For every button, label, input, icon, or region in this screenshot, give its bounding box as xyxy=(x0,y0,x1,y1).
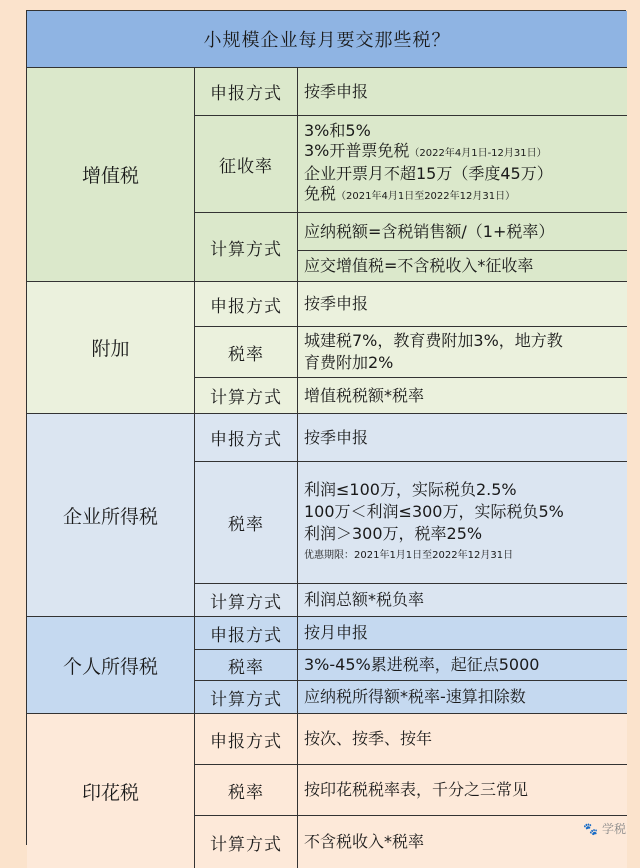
vat-report-label: 申报方式 xyxy=(195,68,298,116)
tax-table xyxy=(26,10,626,845)
vat-rate-line: 企业开票月不超15万（季度45万） xyxy=(304,164,553,184)
vat-rate-line: 3%开普票免税（2022年4月1日-12月31日） xyxy=(304,141,547,164)
surcharge-rate-line: 城建税7%，教育费附加3%，地方教 xyxy=(304,330,563,352)
surcharge-calc-value: 增值税税额*税率 xyxy=(298,378,627,414)
vat-calc-line2: 应交增值税=不含税收入*征收率 xyxy=(298,251,627,282)
category-stamp: 印花税 xyxy=(27,714,195,868)
cit-calc-label: 计算方式 xyxy=(195,584,298,617)
cit-rate-label: 税率 xyxy=(195,462,298,584)
vat-rate-label: 征收率 xyxy=(195,116,298,213)
vat-rate-value xyxy=(298,116,627,213)
watermark xyxy=(583,820,626,837)
cit-rate-note: 优惠期限：2021年1月1日至2022年12月31日 xyxy=(304,545,513,567)
surcharge-rate-label: 税率 xyxy=(195,327,298,378)
stamp-rate-value: 按印花税税率表，千分之三常见 xyxy=(298,765,627,816)
stamp-rate-label: 税率 xyxy=(195,765,298,816)
vat-calc-label: 计算方式 xyxy=(195,213,298,282)
stamp-report-label: 申报方式 xyxy=(195,714,298,765)
vat-rate-line: 免税（2021年4月1日至2022年12月31日） xyxy=(304,184,515,207)
cit-rate-line: 100万＜利润≤300万，实际税负5% xyxy=(304,501,564,523)
stamp-report-value: 按次、按季、按年 xyxy=(298,714,627,765)
cit-calc-value: 利润总额*税负率 xyxy=(298,584,627,617)
stamp-calc-value: 不含税收入*税率 xyxy=(298,816,627,868)
iit-report-value: 按月申报 xyxy=(298,617,627,650)
category-surcharge: 附加 xyxy=(27,282,195,414)
vat-calc-line1: 应纳税额=含税销售额/（1+税率） xyxy=(298,213,627,251)
cit-report-value: 按季申报 xyxy=(298,414,627,462)
watermark-text: 学税 xyxy=(602,822,626,836)
paw-icon: 🐾 xyxy=(583,822,598,836)
surcharge-report-label: 申报方式 xyxy=(195,282,298,327)
surcharge-rate-line: 育费附加2% xyxy=(304,352,393,374)
table-title: 小规模企业每月要交那些税？ xyxy=(27,11,627,68)
cit-rate-line: 利润≤100万，实际税负2.5% xyxy=(304,479,517,501)
iit-report-label: 申报方式 xyxy=(195,617,298,650)
surcharge-report-value: 按季申报 xyxy=(298,282,627,327)
surcharge-rate-value xyxy=(298,327,627,378)
iit-calc-value: 应纳税所得额*税率-速算扣除数 xyxy=(298,681,627,714)
iit-calc-label: 计算方式 xyxy=(195,681,298,714)
stamp-calc-label: 计算方式 xyxy=(195,816,298,868)
cit-rate-value xyxy=(298,462,627,584)
vat-rate-line: 3%和5% xyxy=(304,121,371,141)
cit-report-label: 申报方式 xyxy=(195,414,298,462)
vat-report-value: 按季申报 xyxy=(298,68,627,116)
category-vat: 增值税 xyxy=(27,68,195,282)
iit-rate-value: 3%-45%累进税率，起征点5000 xyxy=(298,650,627,681)
cit-rate-line: 利润＞300万，税率25% xyxy=(304,523,482,545)
iit-rate-label: 税率 xyxy=(195,650,298,681)
surcharge-calc-label: 计算方式 xyxy=(195,378,298,414)
category-cit: 企业所得税 xyxy=(27,414,195,617)
category-iit: 个人所得税 xyxy=(27,617,195,714)
